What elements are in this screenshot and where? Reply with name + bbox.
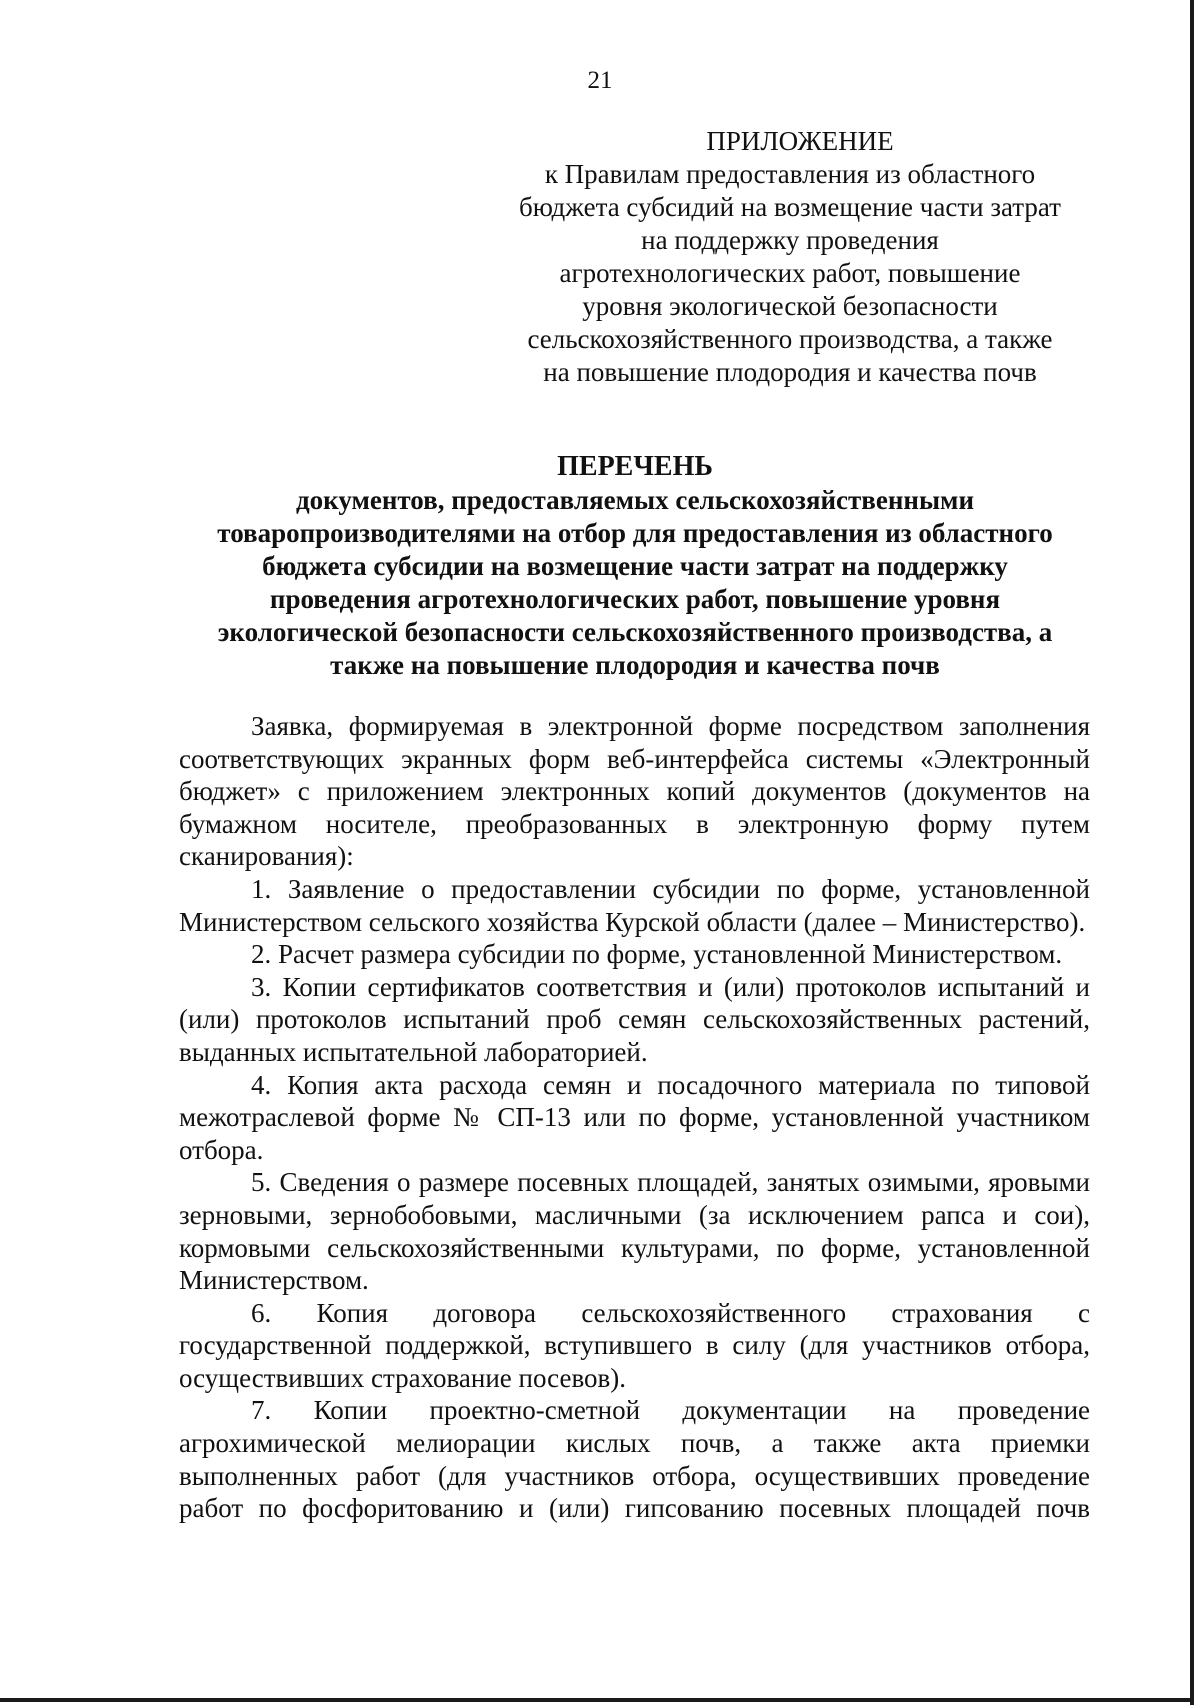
document-body [179,710,1090,1525]
heading-line: проведения агротехнологических работ, повышение уровня [269,584,1001,614]
appendix-line: бюджета субсидий на возмещение части затрат [519,192,1061,222]
scan-edge-right [1190,0,1194,1705]
appendix-title: ПРИЛОЖЕНИЕ [706,126,894,156]
list-item-6: 6. Копия договора сельскохозяйственного страхования с государственной поддержкой, вступившего в силу (для участников отбора, осуществивших страхование посевов). [179,1297,1090,1393]
list-item-2: 2. Расчет размера субсидии по форме, установленной Министерством. [251,939,1063,970]
heading-line: также на повышение плодородия и качества почв [330,650,940,680]
scan-edge-bottom [0,1698,1194,1702]
appendix-line: на повышение плодородия и качества почв [543,357,1037,387]
appendix-block [510,125,1070,389]
page-number: 21 [587,67,613,94]
heading-line: бюджета субсидии на возмещение части затрат на поддержку [262,551,1008,581]
appendix-line: на поддержку проведения [641,225,939,255]
appendix-line: к Правилам предоставления из областного [544,159,1036,189]
list-item-4: 4. Копия акта расхода семян и посадочного материала по типовой межотраслевой форме № СП-13 или по форме, установленной участником отбора. [179,1069,1090,1165]
list-item-3: 3. Копии сертификатов соответствия и (или) протоколов испытаний и (или) протоколов испытаний проб семян сельскохозяйственных растений, выданных испытательной лабораторией. [179,971,1090,1067]
heading-line: товаропроизводителями на отбор для предоставления из областного [217,518,1053,548]
appendix-line: агротехнологических работ, повышение [559,258,1021,288]
appendix-line: уровня экологической безопасности [582,291,998,321]
heading-line: экологической безопасности сельскохозяйственного производства, а [217,617,1053,647]
heading-title: ПЕРЕЧЕНЬ [557,451,713,482]
document-heading [180,450,1090,682]
list-item-7: 7. Копии проектно-сметной документации на проведение агрохимической мелиорации кислых почв, а также акта приемки выполненных работ (для участников отбора, осуществивших проведение работ по фосфоритованию и (или) гипсованию посевных площадей почв [179,1395,1090,1524]
list-item-1: 1. Заявление о предоставлении субсидии по форме, установленной Министерством сельского хозяйства Курской области (далее – Министерство). [179,873,1090,937]
list-item-5: 5. Сведения о размере посевных площадей, занятых озимыми, яровыми зерновыми, зернобобовыми, масличными (за исключением рапса и сои), кормовыми сельскохозяйственными культурами, по форме, установленной Министерством. [179,1167,1090,1296]
appendix-line: сельскохозяйственного производства, а также [527,324,1053,354]
heading-line: документов, предоставляемых сельскохозяйственными [295,485,975,515]
intro-paragraph: Заявка, формируемая в электронной форме посредством заполнения соответствующих экранных форм веб-интерфейса системы «Электронный бюджет» с приложением электронных копий документов (документов на бумажном носителе, преобразованных в электронную форму путем сканирования): [179,711,1090,872]
